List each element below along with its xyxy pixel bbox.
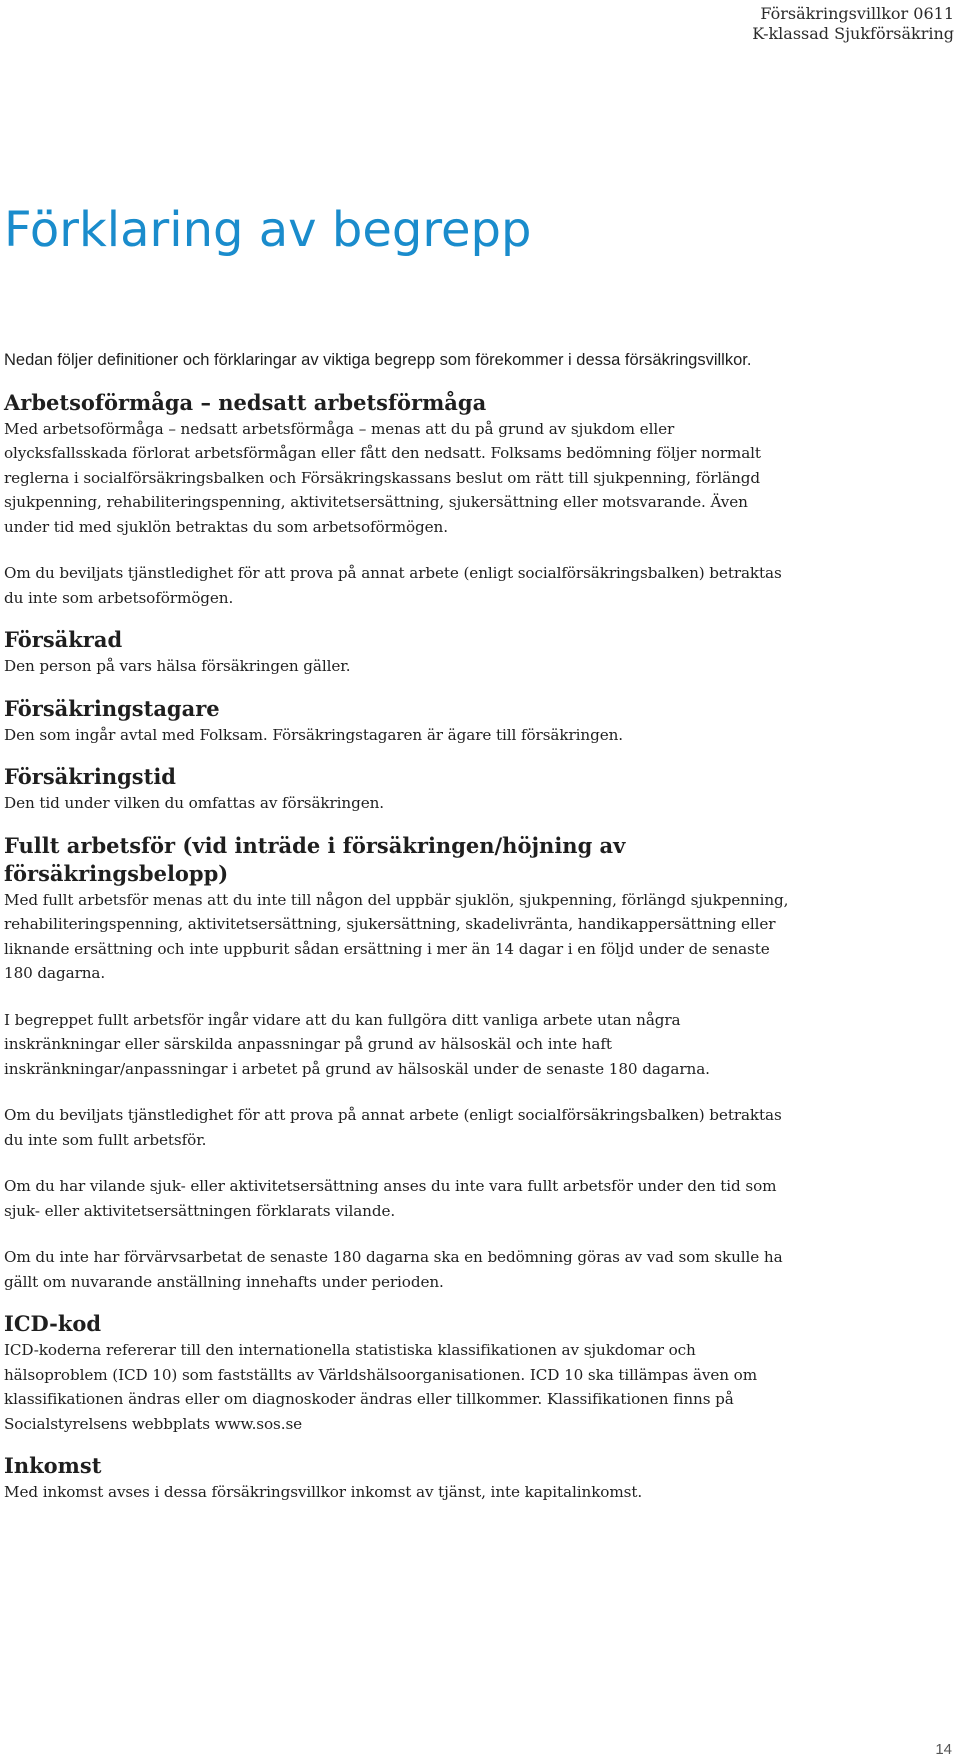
term-heading: Försäkrad [4, 627, 123, 652]
document-body [4, 348, 794, 1521]
term-definition: Den tid under vilken du omfattas av försäkringen. [4, 794, 385, 812]
term-definition: Den som ingår avtal med Folksam. Försäkringstagaren är ägare till försäkringen. [4, 725, 623, 744]
term-fullt-arbetsfor [4, 832, 794, 1295]
term-icd-kod [4, 1310, 794, 1436]
header-line-2: K-klassad Sjukförsäkring [752, 24, 954, 43]
term-forsakringstagare [4, 695, 794, 748]
term-heading: Arbetsoförmåga – nedsatt arbetsförmåga [4, 389, 487, 415]
term-definition: Om du har vilande sjuk- eller aktivitetsersättning anses du inte vara fullt arbetsför under den tid som sjuk- eller aktivitetsersättningen förklarats vilande. [4, 1177, 777, 1220]
term-definition: Med inkomst avses i dessa försäkringsvillkor inkomst av tjänst, inte kapitalinkomst. [4, 1483, 643, 1501]
term-definition: ICD-koderna refererar till den internationella statistiska klassifikationen av sjukdomar och hälsoproblem (ICD 10) som fastställts av Världshälsoorganisationen. ICD 10 ska tillämpas även om klassifikationen ändras eller om diagnoskoder ändras eller tillkommer. Klassifikationen finns på Socialstyrelsens webbplats www.sos.se [4, 1341, 758, 1433]
term-definition: Om du beviljats tjänstledighet för att prova på annat arbete (enligt socialförsäkringsbalken) betraktas du inte som fullt arbetsför. [4, 1106, 782, 1149]
term-heading: Försäkringstid [4, 764, 176, 789]
term-definition: I begreppet fullt arbetsför ingår vidare att du kan fullgöra ditt vanliga arbete utan några inskränkningar eller särskilda anpassningar på grund av hälsoskäl och inte haft inskränkningar/anpassningar i arbetet på grund av hälsoskäl under de senaste 180 dagarna. [4, 1010, 710, 1078]
header-line-1: Försäkringsvillkor 0611 [760, 4, 954, 23]
term-heading: Fullt arbetsför (vid inträde i försäkringen/höjning av försäkringsbelopp) [4, 832, 626, 886]
term-definition: Med fullt arbetsför menas att du inte till någon del uppbär sjuklön, sjukpenning, förlängd sjukpenning, rehabiliteringspenning, aktivitetsersättning, sjukersättning, skadelivränta, handikappersättning eller liknande ersättning och inte uppburit sådan ersättning i mer än 14 dagar i en följd under de senaste 180 dagarna. [4, 890, 789, 982]
term-forsakrad [4, 626, 794, 679]
page-title: Förklaring av begrepp [4, 202, 532, 258]
document-header [752, 4, 954, 44]
term-inkomst [4, 1452, 794, 1505]
term-heading: Försäkringstagare [4, 695, 220, 721]
term-definition: Om du beviljats tjänstledighet för att prova på annat arbete (enligt socialförsäkringsbalken) betraktas du inte som arbetsoförmögen. [4, 564, 782, 607]
term-forsakringstid [4, 763, 794, 816]
term-definition: Den person på vars hälsa försäkringen gäller. [4, 657, 351, 675]
term-heading: Inkomst [4, 1453, 102, 1478]
term-arbetsoformaga [4, 389, 794, 611]
intro-text: Nedan följer definitioner och förklaringar av viktiga begrepp som förekommer i dessa försäkringsvillkor. [4, 351, 752, 369]
term-heading: ICD-kod [4, 1311, 102, 1336]
term-definition: Om du inte har förvärvsarbetat de senaste 180 dagarna ska en bedömning göras av vad som skulle ha gällt om nuvarande anställning innehafts under perioden. [4, 1248, 783, 1291]
page-number: 14 [935, 1741, 952, 1758]
term-definition: Med arbetsoförmåga – nedsatt arbetsförmåga – menas att du på grund av sjukdom eller olycksfallsskada förlorat arbetsförmågan eller fått den nedsatt. Folksams bedömning följer normalt reglerna i socialförsäkringsbalken och Försäkringskassans beslut om rätt till sjukpenning, förlängd sjukpenning, rehabiliteringspenning, aktivitetsersättning, sjukersättning eller motsvarande. Även under tid med sjuklön betraktas du som arbetsoförmögen. [4, 419, 761, 536]
